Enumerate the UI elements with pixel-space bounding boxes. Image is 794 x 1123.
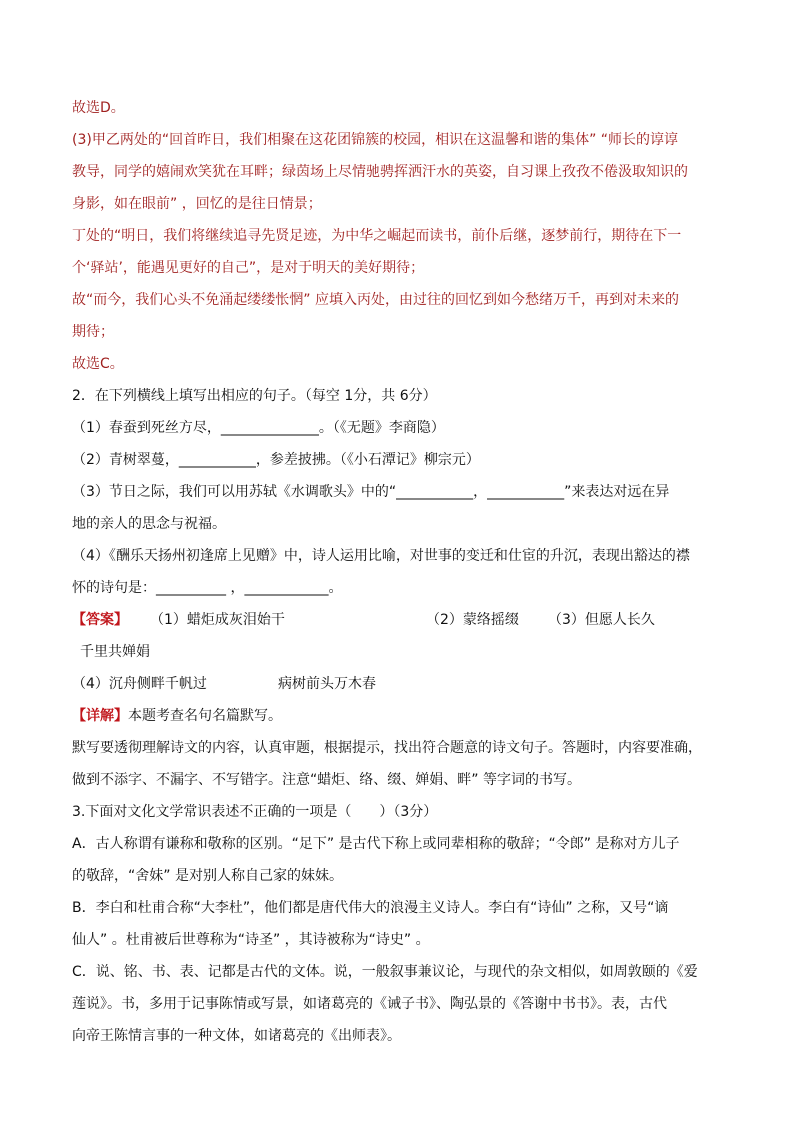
question-item: （3）节日之际，我们可以用苏轼《水调歌头》中的“___________，___________”来表达对远在异 <box>72 484 670 500</box>
text-line: 身影，如在眼前” ，回忆的是往日情景； <box>72 196 322 212</box>
question-item: （1）春蚕到死丝方尽，______________。（《无题》李商隐） <box>72 420 445 436</box>
question-heading: 2．在下列横线上填写出相应的句子。（每空 1分，共 6分） <box>72 388 437 404</box>
answer-item: （3）但愿人长久 <box>548 612 655 628</box>
answer-row <box>72 674 376 694</box>
option-line: 莲说》。书，多用于记事陈情或写景，如诸葛亮的《诫子书》、陶弘景的《答谢中书书》。表，古代 <box>72 996 667 1012</box>
text-line: 故“而今，我们心头不免涌起缕缕怅惘” 应填入丙处，由过往的回忆到如今愁绪万千，再到对未来的 <box>72 292 679 308</box>
option-line: A．古人称谓有谦称和敬称的区别。“足下” 是古代下称上或同辈相称的敬辞；“令郎” 是称对方儿子 <box>72 836 680 852</box>
text-line: 故选D。 <box>72 100 125 116</box>
question-item: 怀的诗句是：__________ ，____________。 <box>72 580 343 596</box>
option-line: C．说、铭、书、表、记都是古代的文体。说，一般叙事兼议论，与现代的杂文相似，如周敦颐的《爱 <box>72 964 698 980</box>
question-item: （2）青树翠蔓，___________，参差披拂。（《小石潭记》柳宗元） <box>72 452 480 468</box>
answer-item: （2）蒙络摇缀 <box>426 612 519 628</box>
question-heading: 3.下面对文化文学常识表述不正确的一项是（ ）（3分） <box>72 804 438 820</box>
answer-row <box>72 610 655 630</box>
answer-item: 病树前头万木春 <box>278 676 376 692</box>
option-line: 仙人” 。杜甫被后世尊称为“诗圣” ，其诗被称为“诗史” 。 <box>72 932 430 948</box>
option-line: 向帝王陈情言事的一种文体，如诸葛亮的《出师表》。 <box>72 1028 401 1044</box>
answer-item: （1）蜡炬成灰泪始干 <box>150 612 285 628</box>
detail-text: 本题考查名句名篇默写。 <box>128 708 282 724</box>
text-line: 做到不添字、不漏字、不写错字。注意“蜡炬、络、缀、婵娟、畔” 等字词的书写。 <box>72 772 581 788</box>
answer-item: （4）沉舟侧畔千帆过 <box>72 676 207 692</box>
question-item: 地的亲人的思念与祝福。 <box>72 516 226 532</box>
text-line: 期待； <box>72 324 114 340</box>
option-line: B．李白和杜甫合称“大李杜”，他们都是唐代伟大的浪漫主义诗人。李白有“诗仙” 之称，又号“谪 <box>72 900 669 916</box>
text-line: 教导，同学的嬉闹欢笑犹在耳畔；绿茵场上尽情驰骋挥洒汗水的英姿，自习课上孜孜不倦汲取知识的 <box>72 164 688 180</box>
detail-row <box>72 706 282 726</box>
detail-tag: 【详解】 <box>72 708 128 724</box>
text-line: 个‘驿站’，能遇见更好的自己”，是对于明天的美好期待； <box>72 260 425 276</box>
option-line: 的敬辞，“舍妹” 是对别人称自己家的妹妹。 <box>72 868 343 884</box>
text-line: 丁处的“明日，我们将继续追寻先贤足迹，为中华之崛起而读书，前仆后继，逐梦前行，期待在下一 <box>72 228 682 244</box>
answer-item: 千里共婵娟 <box>80 644 150 660</box>
text-line: 默写要透彻理解诗文的内容，认真审题，根据提示，找出符合题意的诗文句子。答题时，内容要准确， <box>72 740 702 756</box>
text-line: 故选C。 <box>72 356 124 372</box>
text-line: (3)甲乙两处的“回首昨日，我们相聚在这花团锦簇的校园，相识在这温馨和谐的集体” “师长的谆谆 <box>72 132 679 148</box>
answer-tag: 【答案】 <box>72 612 128 628</box>
question-item: （4）《酬乐天扬州初逢席上见赠》中，诗人运用比喻，对世事的变迁和仕宦的升沉，表现出豁达的襟 <box>72 548 690 564</box>
